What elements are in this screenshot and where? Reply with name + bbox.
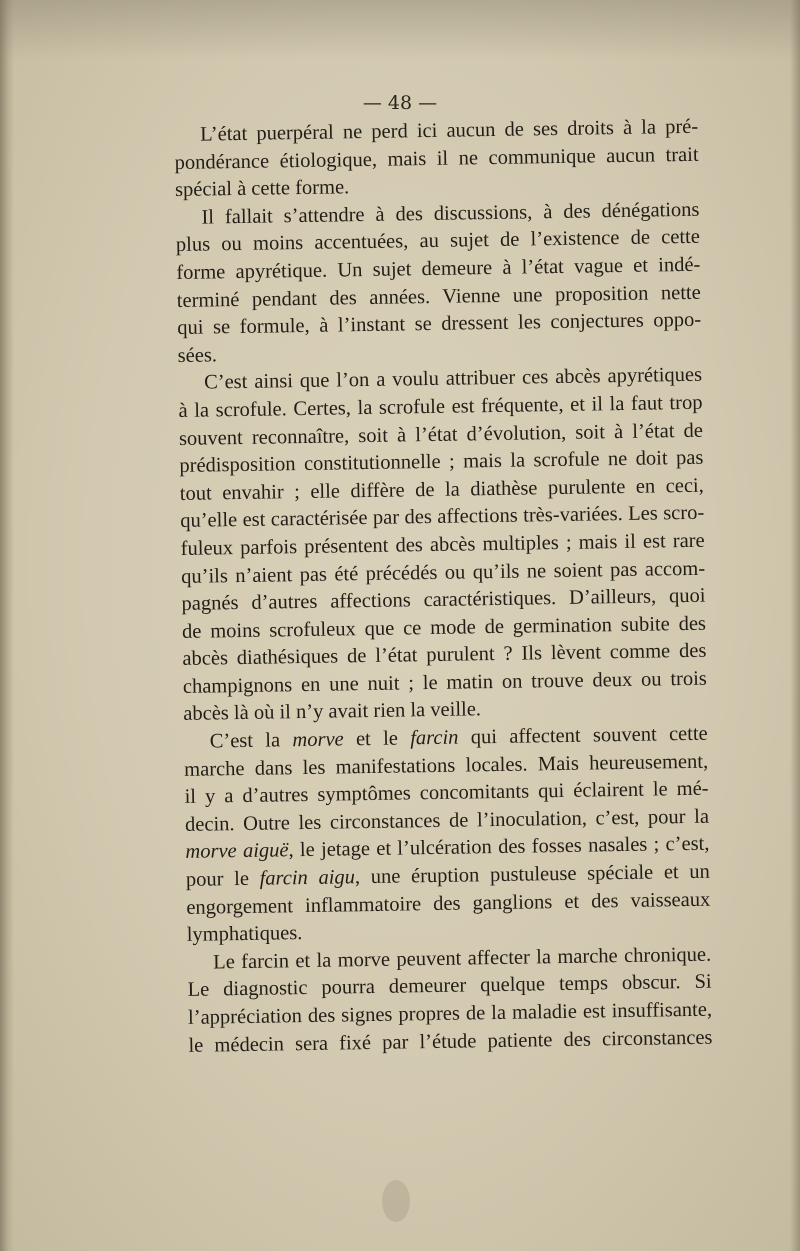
italic-term: farcin aigu xyxy=(259,866,356,890)
text-line: qui se formule, à l’instant se dressent les conjectures oppo- xyxy=(177,308,702,340)
text-line: forme apyrétique. Un sujet demeure à l’état vague et indé- xyxy=(176,253,701,284)
text-line: qu’elle est caractérisée par des affections très-variées. Les scro- xyxy=(180,502,705,533)
text-line: de moins scrofuleux que ce mode de germination subite des xyxy=(181,612,707,643)
text-line: terminé pendant des années. Vienne une proposition nette xyxy=(176,281,701,312)
page-edge-shadow xyxy=(790,0,800,1251)
text-line: sées. xyxy=(177,344,218,367)
text-line: C’est la morve et le farcin qui affectent souvent cette xyxy=(209,722,708,753)
italic-term: morve xyxy=(292,728,344,752)
text-line: l’appréciation des signes propres de la maladie est insuffisante, xyxy=(187,998,713,1029)
text-line: fuleux parfois présentent des abcès multiples ; mais il est rare xyxy=(180,529,705,560)
text-line: spécial à cette forme. xyxy=(174,176,350,202)
text-line: le médecin sera fixé par l’étude patiente des circonstances xyxy=(188,1026,713,1057)
text-line: pour le farcin aigu, une éruption pustuleuse spéciale et un xyxy=(185,860,710,891)
text-line: tout envahir ; elle diffère de la diathèse purulente en ceci, xyxy=(179,474,704,505)
text-line: champignons en une nuit ; le matin on trouve deux ou trois xyxy=(182,667,707,698)
text-line: lymphatiques. xyxy=(186,922,303,947)
text-line: morve aiguë, le jetage et l’ulcération des fosses nasales ; c’est, xyxy=(185,833,710,864)
text-line: engorgement inflammatoire des ganglions et des vaisseaux xyxy=(186,888,711,919)
text-line: decin. Outre les circonstances de l’inoculation, c’est, pour la xyxy=(184,805,710,836)
text-line: C’est ainsi que l’on a voulu attribuer ces abcès apyrétiques xyxy=(203,364,703,394)
page-top-stain xyxy=(0,0,800,60)
page-number: — 48 — xyxy=(362,92,438,114)
text-line: Le farcin et la morve peuvent affecter la marche chronique. xyxy=(213,943,712,974)
paper-stain xyxy=(382,1180,410,1222)
body-text xyxy=(174,114,713,1060)
italic-term: farcin xyxy=(410,726,459,750)
text-line: souvent reconnaître, soit à l’état d’évolution, soit à l’état de xyxy=(178,419,704,450)
italic-term: morve aiguë xyxy=(185,839,289,864)
page-binding-shadow xyxy=(0,0,14,1251)
text-line: pagnés d’autres affections caractéristiques. D’ailleurs, quoi xyxy=(181,584,706,616)
text-line: il y a d’autres symptômes concomitants qui éclairent le mé- xyxy=(184,777,709,809)
text-line: marche dans les manifestations locales. Mais heureusement, xyxy=(184,750,709,781)
text-line: Le diagnostic pourra demeurer quelque temps obscur. Si xyxy=(187,971,712,1002)
text-line: à la scrofule. Certes, la scrofule est fréquente, et il la faut trop xyxy=(178,391,703,422)
text-line: plus ou moins accentuées, au sujet de l’existence de cette xyxy=(175,226,701,257)
text-line: prédisposition constitutionnelle ; mais la scrofule ne doit pas xyxy=(179,446,704,478)
text-line: pondérance étiologique, mais il ne communique aucun trait xyxy=(174,143,699,174)
text-line: L’état puerpéral ne perd ici aucun de ses droits à la pré- xyxy=(200,115,699,146)
text-line: Il fallait s’attendre à des discussions, à des dénégations xyxy=(201,198,700,229)
text-line: abcès là où il n’y avait rien la veille. xyxy=(183,698,482,726)
text-line: qu’ils n’aient pas été précédés ou qu’ils ne soient pas accom- xyxy=(180,557,706,588)
text-line: abcès diathésiques de l’état purulent ? Ils lèvent comme des xyxy=(182,639,707,671)
